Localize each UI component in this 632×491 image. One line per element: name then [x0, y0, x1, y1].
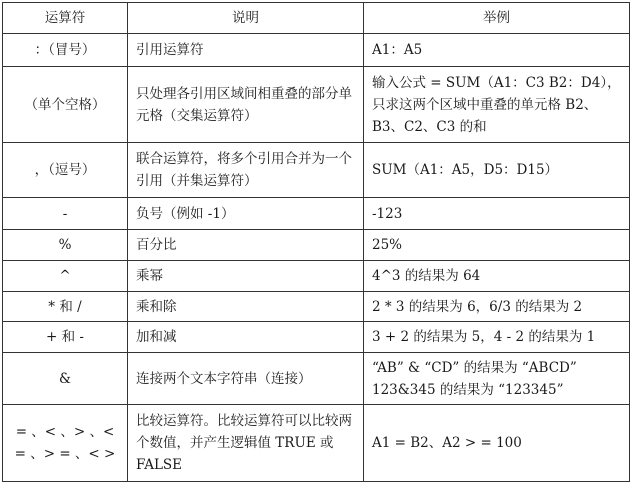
table-row	[3, 230, 630, 261]
description-cell: 乘和除	[128, 292, 364, 322]
example-cell: 3 + 2 的结果为 5，4 - 2 的结果为 1	[364, 322, 630, 353]
table-row	[3, 67, 630, 143]
operator-cell: + 和 -	[3, 322, 128, 353]
operator-cell: （单个空格）	[3, 67, 128, 143]
table-row	[3, 353, 630, 405]
example-cell: -123	[364, 198, 630, 230]
table-row	[3, 322, 630, 353]
description-cell: 百分比	[128, 230, 364, 261]
header-row	[3, 3, 630, 34]
header-example: 举例	[364, 3, 630, 34]
operator-cell: * 和 /	[3, 292, 128, 322]
description-cell: 连接两个文本字符串（连接）	[128, 353, 364, 405]
table-row	[3, 261, 630, 292]
header-description: 说明	[128, 3, 364, 34]
table-row	[3, 143, 630, 198]
example-cell: A1 = B2、A2 > = 100	[364, 405, 630, 482]
operator-cell: %	[3, 230, 128, 261]
table-row	[3, 292, 630, 322]
table-row	[3, 405, 630, 482]
operator-cell: = 、< 、> 、< = 、> = 、< >	[3, 405, 128, 482]
table-row	[3, 34, 630, 67]
operator-cell: &	[3, 353, 128, 405]
description-cell: 乘幂	[128, 261, 364, 292]
header-operator: 运算符	[3, 3, 128, 34]
example-cell: “AB” & “CD” 的结果为 “ABCD” 123&345 的结果为 “123345”	[364, 353, 630, 405]
description-cell: 只处理各引用区域间相重叠的部分单元格（交集运算符）	[128, 67, 364, 143]
example-cell: 2 * 3 的结果为 6，6/3 的结果为 2	[364, 292, 630, 322]
operator-cell: ^	[3, 261, 128, 292]
operator-cell: ：（冒号）	[3, 34, 128, 67]
description-cell: 比较运算符。比较运算符可以比较两个数值，并产生逻辑值 TRUE 或 FALSE	[128, 405, 364, 482]
example-cell: SUM（A1：A5，D5：D15）	[364, 143, 630, 198]
operator-cell: ，（逗号）	[3, 143, 128, 198]
example-cell: 4^3 的结果为 64	[364, 261, 630, 292]
example-cell: 25%	[364, 230, 630, 261]
description-cell: 加和减	[128, 322, 364, 353]
table-row	[3, 198, 630, 230]
example-cell: A1：A5	[364, 34, 630, 67]
description-cell: 引用运算符	[128, 34, 364, 67]
example-cell: 输入公式 = SUM（A1：C3 B2：D4），只求这两个区域中重叠的单元格 B2、B3、C2、C3 的和	[364, 67, 630, 143]
description-cell: 联合运算符，将多个引用合并为一个引用（并集运算符）	[128, 143, 364, 198]
operators-table	[2, 2, 630, 482]
description-cell: 负号（例如 -1）	[128, 198, 364, 230]
operator-cell: -	[3, 198, 128, 230]
